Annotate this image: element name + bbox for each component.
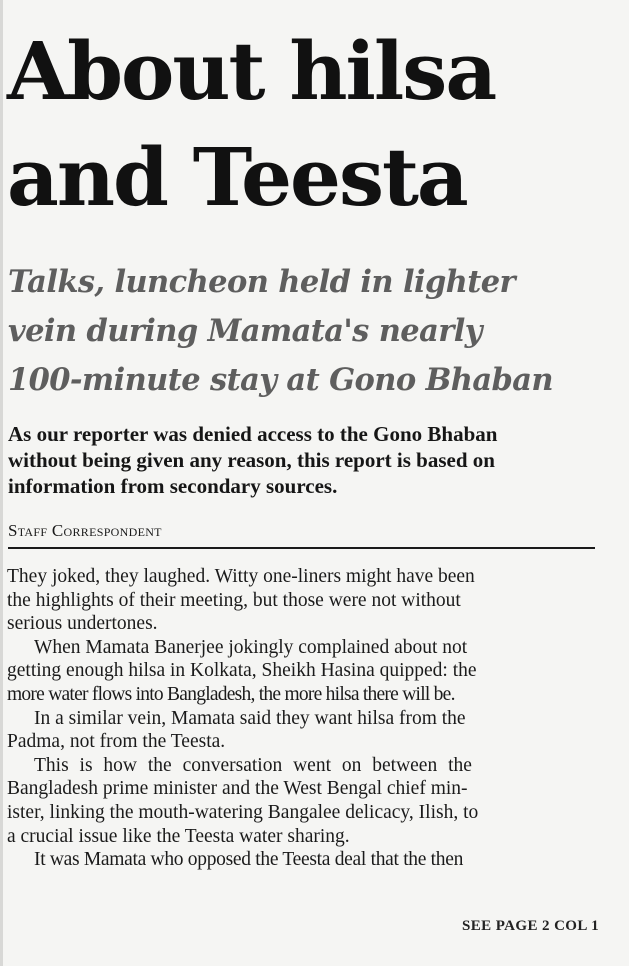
body-line: It was Mamata who opposed the Teesta deal that the then — [34, 849, 464, 871]
paragraph-3 — [7, 707, 597, 754]
body-line: Bangladesh prime minister and the West Bengal chief min- — [7, 778, 468, 800]
intro-line-3: information from secondary sources. — [8, 474, 338, 498]
body-line: more water flows into Bangladesh, the more hilsa there will be. — [7, 683, 455, 705]
paragraph-4 — [7, 754, 597, 848]
body-line: the highlights of their meeting, but those were not without — [7, 589, 461, 611]
body-line: a crucial issue like the Teesta water sharing. — [7, 825, 350, 847]
subheadline-line-1: Talks, luncheon held in lighter — [8, 264, 516, 300]
byline-divider — [8, 547, 595, 549]
body-line: They joked, they laughed. Witty one-liners might have been — [7, 566, 475, 587]
subheadline-line-3: 100-minute stay at Gono Bhaban — [8, 362, 553, 398]
subheadline-line-2: vein during Mamata's nearly — [8, 313, 482, 349]
body-line: When Mamata Banerjee jokingly complained about not — [34, 636, 468, 658]
headline-line-1: About hilsa — [7, 24, 496, 118]
body-line: serious undertones. — [7, 613, 158, 635]
body-line: In a similar vein, Mamata said they want hilsa from the — [34, 707, 466, 729]
headline-line-2: and Teesta — [7, 130, 467, 224]
intro-note — [8, 421, 608, 499]
paragraph-1 — [7, 565, 597, 636]
body-line: Padma, not from the Teesta. — [7, 731, 226, 753]
article-body — [7, 565, 597, 872]
continuation-note: SEE PAGE 2 COL 1 — [462, 918, 599, 934]
byline: Staff Correspondent — [8, 521, 162, 540]
headline — [7, 18, 617, 230]
body-line: This is how the conversation went on between the — [34, 754, 472, 776]
paragraph-2 — [7, 636, 597, 707]
body-line: ister, linking the mouth-watering Bangalee delicacy, Ilish, to — [7, 801, 479, 823]
paragraph-5 — [7, 848, 597, 872]
subheadline — [8, 258, 623, 405]
body-line: getting enough hilsa in Kolkata, Sheikh Hasina quipped: the — [7, 660, 477, 682]
intro-line-1: As our reporter was denied access to the Gono Bhaban — [8, 422, 498, 446]
page-edge-shadow — [0, 0, 3, 966]
intro-line-2: without being given any reason, this report is based on — [8, 448, 495, 472]
